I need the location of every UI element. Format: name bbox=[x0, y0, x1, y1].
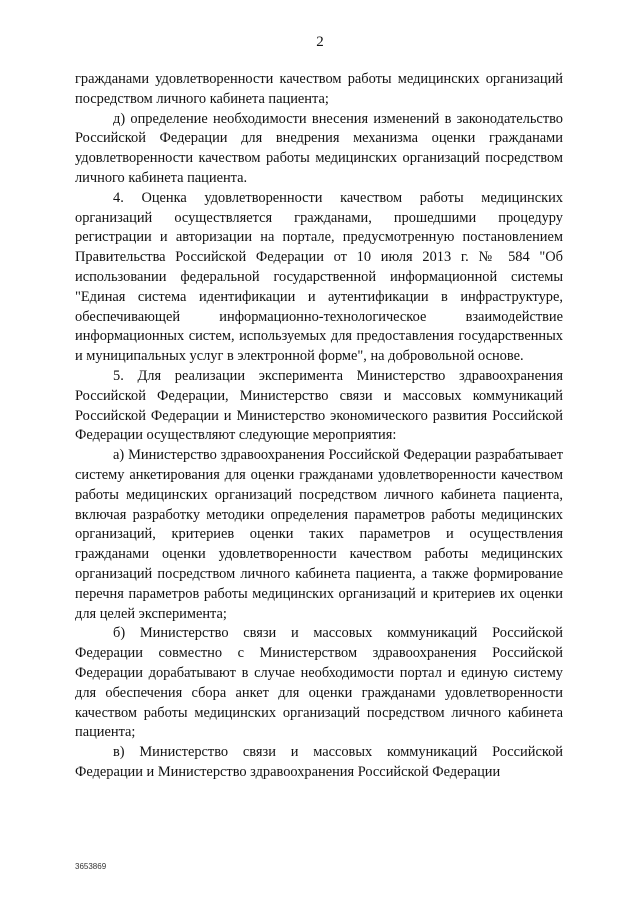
paragraph-item-d: д) определение необходимости внесения изменений в законодательство Российской Федерации для внедрения механизма оценки гражданами удовлетворенности качеством работы медицинских организаций посредством личного кабинета пациента. bbox=[75, 110, 563, 186]
document-id: 3653869 bbox=[75, 862, 107, 871]
paragraph-item-v: в) Министерство связи и массовых коммуникаций Российской Федерации и Министерство здравоохранения Российской Федерации bbox=[75, 744, 563, 780]
page-number: 2 bbox=[316, 34, 324, 50]
document-body bbox=[75, 70, 563, 783]
paragraph-clause-4: 4. Оценка удовлетворенности качеством работы медицинских организаций осуществляется гражданами, прошедшими процедуру регистрации и авторизации на портале, предусмотренную постановлением Правительства Российской Федерации от 10 июля 2013 г. № 584 "Об использовании федеральной государственной информационной системы "Единая система идентификации и аутентификации в инфраструктуре, обеспечивающей информационно-технологическое взаимодействие информационных систем, используемых для предоставления государственных и муниципальных услуг в электронной форме", на добровольной основе. bbox=[75, 189, 563, 365]
paragraph-item-a: а) Министерство здравоохранения Российской Федерации разрабатывает систему анкетирования для оценки гражданами удовлетворенности качеством работы медицинских организаций посредством личного кабинета пациента, включая разработку методики определения параметров работы медицинских организаций, критериев оценки таких параметров и осуществления гражданами оценки удовлетворенности качеством работы медицинских организаций посредством личного кабинета пациента, а также формирование перечня параметров работы медицинских организаций и критериев их оценки для целей эксперимента; bbox=[75, 447, 563, 622]
paragraph-continuation: гражданами удовлетворенности качеством работы медицинских организаций посредством личного кабинета пациента; bbox=[75, 71, 563, 107]
paragraph-item-b: б) Министерство связи и массовых коммуникаций Российской Федерации совместно с Министерством здравоохранения Российской Федерации дорабатывают в случае необходимости портал и единую систему для обеспечения сбора анкет для оценки гражданами удовлетворенности качеством работы медицинских организаций посредством личного кабинета пациента; bbox=[75, 625, 563, 741]
paragraph-clause-5: 5. Для реализации эксперимента Министерство здравоохранения Российской Федерации, Министерство связи и массовых коммуникаций Российской Федерации и Министерство экономического развития Российской Федерации осуществляют следующие мероприятия: bbox=[75, 367, 563, 444]
